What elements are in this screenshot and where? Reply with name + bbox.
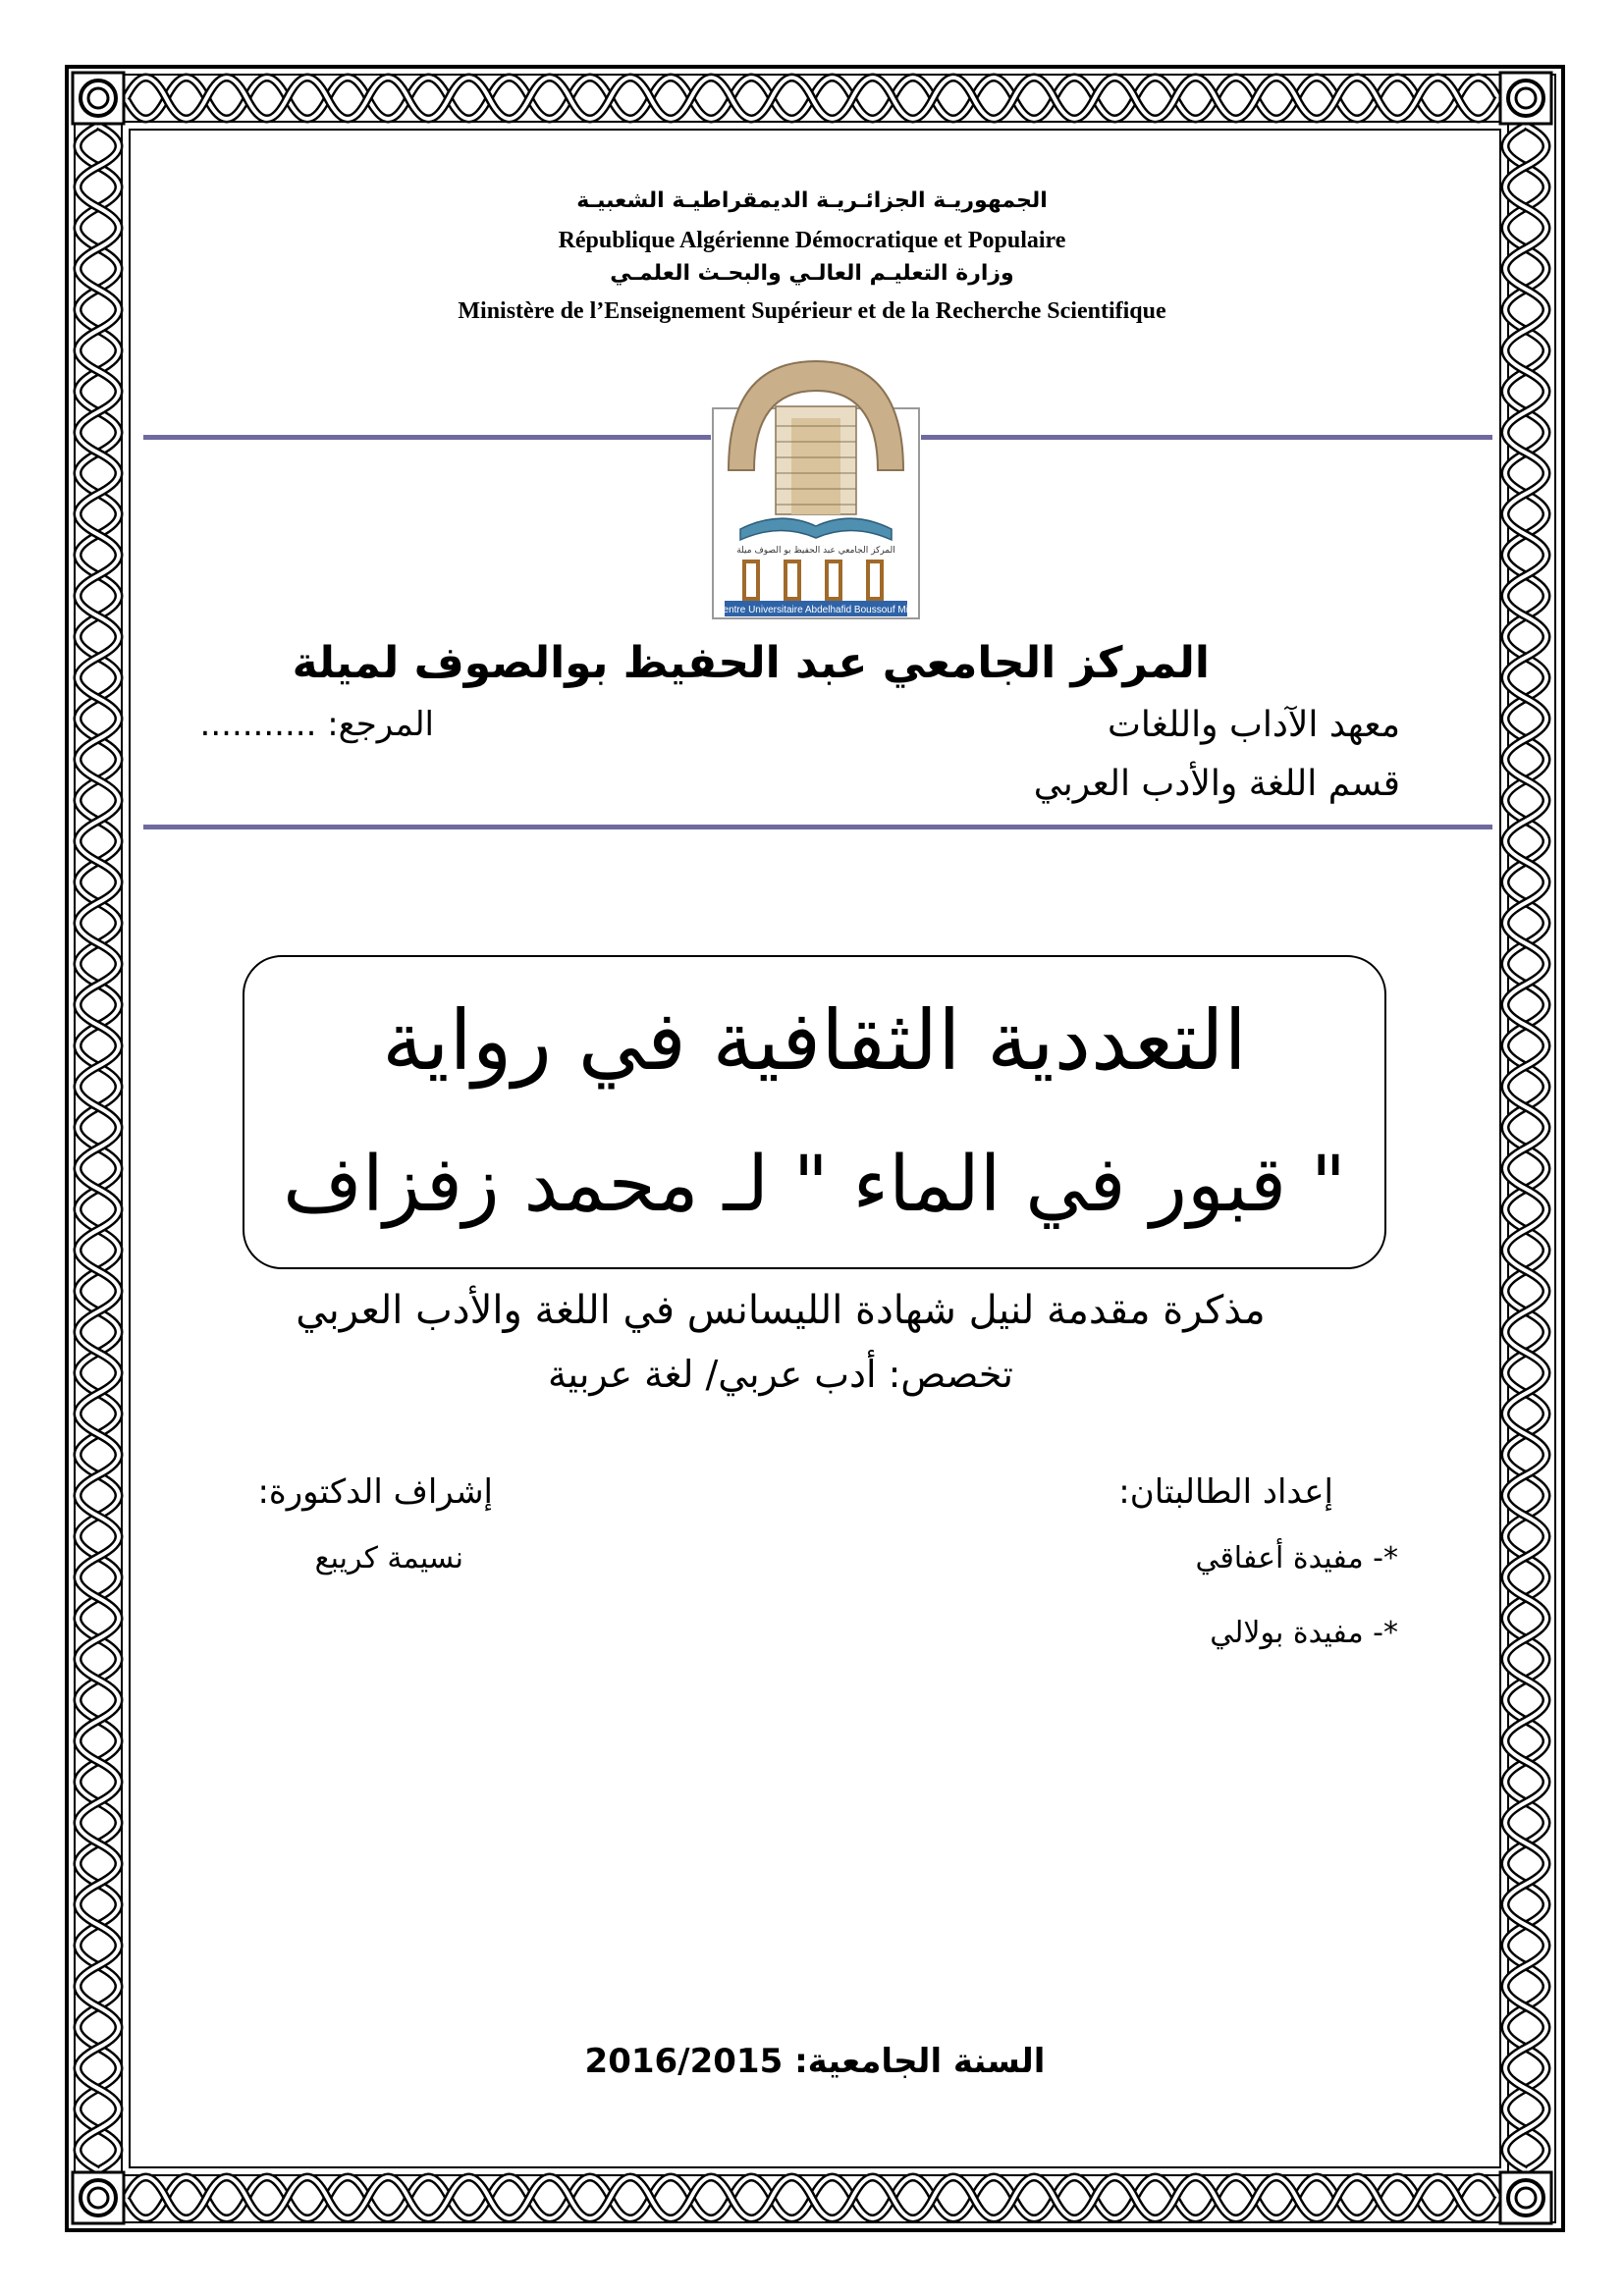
ministry-french: Ministère de l’Enseignement Supérieur et de la Recherche Scientifique: [458, 298, 1166, 324]
title-line-2: " قبور في الماء " لـ محمد زفزاف: [283, 1141, 1346, 1229]
ministry-arabic: وزارة التعليـم العالـي والبحـث العلمـي: [610, 261, 1014, 286]
institution-name: المركز الجامعي عبد الحفيظ بوالصوف لميلة: [292, 638, 1210, 688]
title-line-1: التعددية الثقافية في رواية: [382, 992, 1247, 1089]
university-logo: [711, 347, 921, 620]
supervisor-name: نسيمة كريبع: [314, 1541, 463, 1575]
student-name: *- مفيدة بولالي: [1210, 1616, 1398, 1650]
top-divider: [143, 435, 711, 440]
department-name: قسم اللغة والأدب العربي: [1033, 764, 1400, 804]
academic-year: السنة الجامعية: 2016/2015: [584, 2042, 1046, 2081]
logo-arabic-text: المركز الجامعي عبد الحفيظ بو الصوف ميلة: [736, 546, 895, 556]
top-divider: [921, 435, 1492, 440]
republic-arabic: الجمهوريـة الجزائـريـة الديمقراطيـة الشعبيـة: [576, 188, 1048, 213]
bottom-divider: [143, 825, 1492, 829]
institute-name: معهد الآداب واللغات: [1108, 705, 1400, 745]
thesis-purpose: مذكرة مقدمة لنيل شهادة الليسانس في اللغة والأدب العربي: [296, 1288, 1266, 1333]
thesis-specialty: تخصص: أدب عربي/ لغة عربية: [547, 1353, 1014, 1396]
logo-caption: Centre Universitaire Abdelhafid Boussouf Mila: [716, 605, 916, 615]
supervisor-label: إشراف الدكتورة:: [257, 1472, 493, 1512]
reference-field: المرجع: ...........: [199, 705, 434, 744]
student-name: *- مفيدة أعفاقي: [1195, 1541, 1398, 1575]
students-label: إعداد الطالبتان:: [1118, 1472, 1333, 1512]
republic-french: République Algérienne Démocratique et Populaire: [558, 228, 1066, 253]
